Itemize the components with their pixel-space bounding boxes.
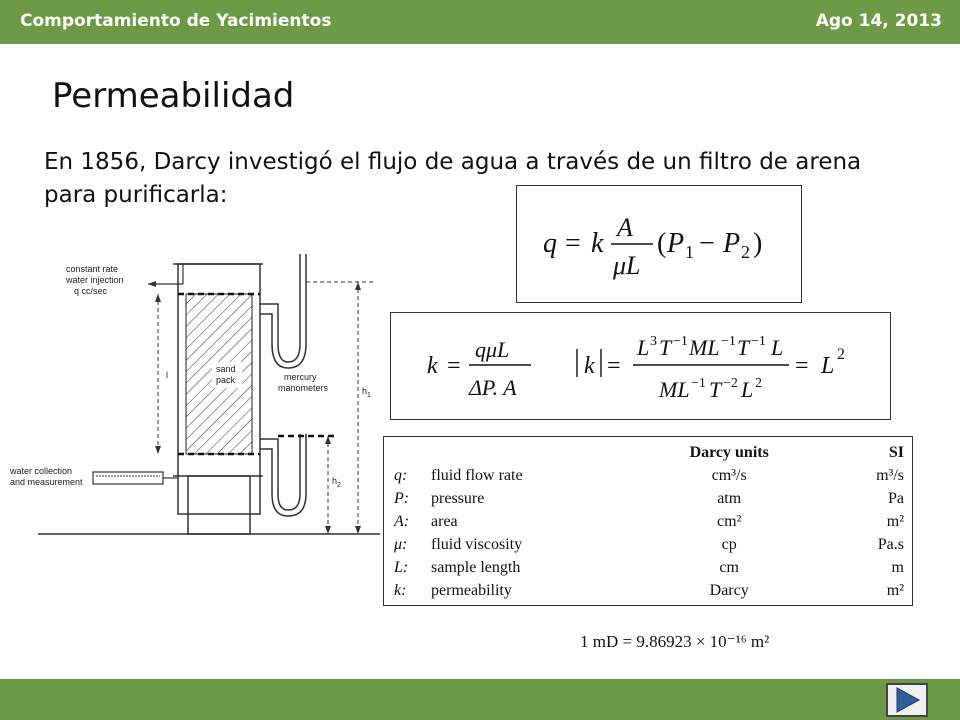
cell-darcy: cp bbox=[721, 535, 737, 553]
label-h1: h bbox=[362, 386, 368, 396]
footer-bar bbox=[0, 679, 960, 720]
cell-si: Pa.s bbox=[877, 535, 904, 553]
label-sand: sand bbox=[216, 364, 236, 374]
label-pack: pack bbox=[216, 375, 236, 385]
cell-darcy: atm bbox=[717, 489, 742, 507]
cell-si: m³/s bbox=[876, 466, 904, 484]
next-slide-button[interactable] bbox=[886, 683, 928, 717]
svg-text:P: P bbox=[667, 228, 685, 259]
table-row bbox=[394, 556, 904, 579]
svg-text:L: L bbox=[821, 353, 835, 379]
cell-desc: sample length bbox=[431, 558, 521, 576]
cell-sym: A: bbox=[394, 512, 410, 530]
label-collection-1: water collection bbox=[10, 466, 73, 476]
label-injection-1: constant rate bbox=[66, 264, 119, 274]
svg-text:k: k bbox=[591, 228, 604, 259]
label-h2-sub: 2 bbox=[337, 482, 341, 489]
svg-text:): ) bbox=[753, 228, 763, 259]
svg-text:k: k bbox=[427, 353, 438, 379]
cell-si: m bbox=[891, 558, 904, 576]
label-injection-3: q cc/sec bbox=[74, 286, 108, 296]
cell-desc: permeability bbox=[431, 581, 512, 599]
svg-text:−1: −1 bbox=[673, 334, 688, 349]
table-row bbox=[394, 533, 904, 556]
cell-si: m² bbox=[886, 581, 904, 599]
cell-sym: μ: bbox=[394, 535, 408, 553]
label-injection-2: water injection bbox=[66, 275, 124, 285]
conversion-formula: 1 mD = 9.86923 × 10⁻¹⁶ m² bbox=[580, 632, 770, 651]
label-manometers: manometers bbox=[278, 383, 329, 393]
svg-text:μL: μL bbox=[613, 251, 641, 280]
svg-text:L: L bbox=[741, 377, 754, 402]
units-table-header bbox=[394, 441, 904, 464]
svg-text:−1: −1 bbox=[751, 334, 766, 349]
header-si: SI bbox=[888, 443, 904, 461]
next-arrow-icon bbox=[888, 685, 926, 715]
svg-text:A: A bbox=[617, 213, 633, 242]
cell-darcy: cm³/s bbox=[711, 466, 747, 484]
svg-text:=: = bbox=[447, 353, 461, 379]
table-row bbox=[394, 510, 904, 533]
cell-darcy: cm² bbox=[717, 512, 742, 530]
intro-text: En 1856, Darcy investigó el flujo de agua a través de un filtro de arena para purificarla: bbox=[44, 149, 862, 208]
svg-text:T: T bbox=[737, 335, 750, 360]
darcy-law-equation bbox=[516, 185, 802, 303]
cell-desc: fluid viscosity bbox=[431, 535, 523, 553]
svg-text:−1: −1 bbox=[691, 376, 706, 391]
svg-text:qμL: qμL bbox=[475, 337, 510, 362]
svg-text:L: L bbox=[771, 335, 784, 360]
svg-text:ML: ML bbox=[689, 335, 720, 360]
course-title: Comportamiento de Yacimientos bbox=[20, 11, 332, 31]
label-mercury: mercury bbox=[284, 372, 317, 382]
svg-text:q: q bbox=[543, 228, 557, 259]
cell-sym: P: bbox=[394, 489, 410, 507]
svg-text:−1: −1 bbox=[721, 334, 736, 349]
units-table bbox=[394, 441, 904, 602]
cell-si: m² bbox=[886, 512, 904, 530]
cell-sym: k: bbox=[394, 581, 407, 599]
permeability-dimension-equation bbox=[390, 312, 891, 420]
cell-desc: area bbox=[431, 512, 458, 530]
svg-text:−: − bbox=[699, 228, 715, 259]
svg-text:T: T bbox=[709, 377, 722, 402]
label-h1-sub: 1 bbox=[367, 392, 371, 399]
svg-text:2: 2 bbox=[741, 242, 750, 262]
label-h2: h bbox=[332, 476, 338, 486]
darcy-apparatus-diagram bbox=[8, 244, 388, 544]
svg-text:(: ( bbox=[657, 228, 667, 259]
table-row bbox=[394, 487, 904, 510]
svg-text:=: = bbox=[607, 353, 621, 379]
svg-text:2: 2 bbox=[755, 376, 762, 391]
svg-text:−2: −2 bbox=[723, 376, 738, 391]
svg-text:=: = bbox=[565, 228, 581, 259]
slide-date: Ago 14, 2013 bbox=[815, 11, 942, 31]
units-table-box bbox=[383, 436, 913, 606]
table-row bbox=[394, 464, 904, 487]
label-l: l bbox=[166, 370, 168, 380]
cell-sym: q: bbox=[394, 466, 408, 484]
header-darcy-units: Darcy units bbox=[689, 443, 769, 461]
cell-darcy: Darcy bbox=[709, 581, 749, 599]
cell-desc: pressure bbox=[431, 489, 485, 507]
cell-sym: L: bbox=[394, 558, 409, 576]
svg-text:=: = bbox=[795, 353, 809, 379]
cell-desc: fluid flow rate bbox=[431, 466, 523, 484]
svg-text:k: k bbox=[584, 353, 595, 379]
svg-text:T: T bbox=[659, 335, 672, 360]
svg-text:P: P bbox=[723, 228, 741, 259]
label-collection-2: and measurement bbox=[10, 477, 83, 487]
svg-text:3: 3 bbox=[650, 334, 657, 349]
header-bar bbox=[0, 0, 960, 44]
cell-si: Pa bbox=[888, 489, 904, 507]
svg-text:ΔP. A: ΔP. A bbox=[469, 375, 517, 400]
table-row bbox=[394, 579, 904, 602]
svg-text:2: 2 bbox=[837, 346, 845, 363]
slide-title: Permeabilidad bbox=[52, 76, 295, 116]
svg-text:1: 1 bbox=[685, 242, 694, 262]
svg-text:L: L bbox=[637, 335, 650, 360]
cell-darcy: cm bbox=[719, 558, 739, 576]
svg-text:ML: ML bbox=[659, 377, 690, 402]
